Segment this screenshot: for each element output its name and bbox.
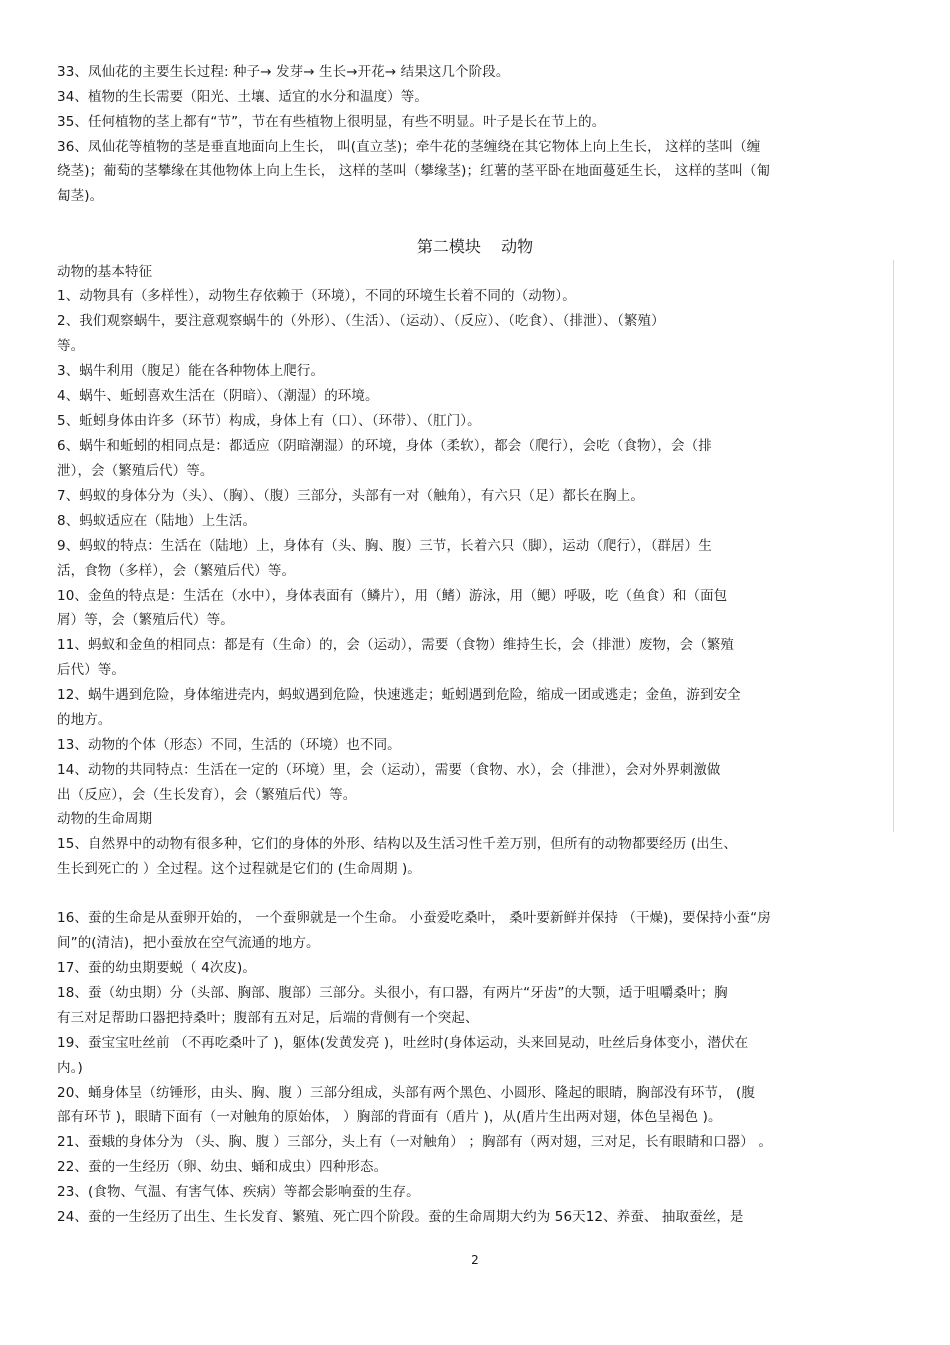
item-20-line-2: 部有环节 )，眼睛下面有（一对触角的原始体， ）胸部的背面有（盾片 )，从(盾片生出两对翅，体色呈褐色 )。: [57, 1109, 722, 1125]
item-8: 8、蚂蚁适应在（陆地）上生活。: [57, 513, 257, 529]
item-36-line-2: 绕茎)；葡萄的茎攀缘在其他物体上向上生长， 这样的茎叫（攀缘茎)；红薯的茎平卧在地面蔓延生长， 这样的茎叫（匍: [57, 163, 771, 179]
item-34: 34、植物的生长需要（阳光、土壤、适宜的水分和温度）等。: [57, 89, 428, 105]
item-5: 5、蚯蚓身体由许多（环节）构成，身体上有（口）、（环带）、（肛门）。: [57, 413, 481, 429]
section-heading-basic-features: 动物的基本特征: [57, 264, 153, 280]
item-23: 23、(食物、气温、有害气体、疾病）等都会影响蚕的生存。: [57, 1184, 420, 1200]
item-19-line-1: 19、蚕宝宝吐丝前 （不再吃桑叶了 )，躯体(发黄发亮 )，吐丝时(身体运动，头来回晃动，吐丝后身体变小，潜伏在: [57, 1035, 749, 1051]
item-7: 7、蚂蚁的身体分为（头）、（胸）、（腹）三部分，头部有一对（触角），有六只（足）都长在胸上。: [57, 488, 644, 504]
item-6-line-2: 泄），会（繁殖后代）等。: [57, 463, 214, 479]
item-24: 24、蚕的一生经历了出生、生长发育、繁殖、死亡四个阶段。蚕的生命周期大约为 56天12、养蚕、 抽取蚕丝，是: [57, 1209, 744, 1225]
item-22: 22、蚕的一生经历（卵、幼虫、蛹和成虫）四种形态。: [57, 1159, 388, 1175]
item-11-line-1: 11、蚂蚁和金鱼的相同点：都是有（生命）的，会（运动），需要（食物）维持生长，会（排泄）废物，会（繁殖: [57, 637, 735, 653]
item-20-line-1: 20、蛹身体呈（纺锤形，由头、胸、腹 ）三部分组成，头部有两个黑色、小圆形、隆起的眼睛，胸部没有环节， (腹: [57, 1085, 755, 1101]
item-9-line-2: 活，食物（多样），会（繁殖后代）等。: [57, 563, 296, 579]
item-18-line-1: 18、蚕（幼虫期）分（头部、胸部、腹部）三部分。头很小，有口器，有两片“牙齿”的大颚，适于咀嚼桑叶；胸: [57, 985, 728, 1001]
item-15-line-2: 生长到死亡的 ）全过程。这个过程就是它们的 (生命周期 )。: [57, 861, 421, 877]
item-10-line-1: 10、金鱼的特点是：生活在（水中），身体表面有（鳞片），用（鳍）游泳，用（鳃）呼吸，吃（鱼食）和（面包: [57, 588, 728, 604]
item-16-line-1: 16、蚕的生命是从蚕卵开始的， 一个蚕卵就是一个生命。 小蚕爱吃桑叶， 桑叶要新鲜并保持 （干燥)，要保持小蚕“房: [57, 910, 771, 926]
module-title: 第二模块 动物: [416, 237, 534, 256]
item-10-line-2: 屑）等，会（繁殖后代）等。: [57, 612, 234, 628]
item-36-line-1: 36、凤仙花等植物的茎是垂直地面向上生长， 叫(直立茎)；牵牛花的茎缠绕在其它物体上向上生长， 这样的茎叫（缠: [57, 139, 761, 155]
item-12-line-1: 12、蜗牛遇到危险，身体缩进壳内，蚂蚁遇到危险，快速逃走；蚯蚓遇到危险，缩成一团或逃走；金鱼，游到安全: [57, 687, 741, 703]
item-6-line-1: 6、蜗牛和蚯蚓的相同点是：都适应（阴暗潮湿）的环境，身体（柔软），都会（爬行），会吃（食物），会（排: [57, 438, 712, 454]
item-21: 21、蚕蛾的身体分为 （头、胸、腹 ）三部分，头上有（一对触角） ；胸部有（两对翅，三对足，长有眼睛和口器） 。: [57, 1134, 772, 1150]
item-36-line-3: 匐茎)。: [57, 188, 104, 204]
item-13: 13、动物的个体（形态）不同，生活的（环境）也不同。: [57, 737, 401, 753]
item-14-line-2: 出（反应），会（生长发育），会（繁殖后代）等。: [57, 787, 357, 803]
item-1: 1、动物具有（多样性），动物生存依赖于（环境），不同的环境生长着不同的（动物）。: [57, 288, 576, 304]
item-17: 17、蚕的幼虫期要蜕（ 4次皮)。: [57, 960, 257, 976]
section-heading-life-cycle: 动物的生命周期: [57, 811, 153, 827]
item-4: 4、蜗牛、蚯蚓喜欢生活在（阴暗）、（潮湿）的环境。: [57, 388, 379, 404]
item-33: 33、凤仙花的主要生长过程: 种子→ 发芽→ 生长→开花→ 结果这几个阶段。: [57, 64, 510, 80]
item-11-line-2: 后代）等。: [57, 662, 125, 678]
item-2-line-1: 2、我们观察蜗牛，要注意观察蜗牛的（外形）、（生活）、（运动）、（反应）、（吃食）、（排泄）、（繁殖）: [57, 313, 665, 329]
item-9-line-1: 9、蚂蚁的特点：生活在（陆地）上，身体有（头、胸、腹）三节，长着六只（脚），运动（爬行），（群居）生: [57, 538, 712, 554]
item-2-line-2: 等。: [57, 338, 85, 354]
item-14-line-1: 14、动物的共同特点：生活在一定的（环境）里，会（运动），需要（食物、水），会（排泄），会对外界刺激做: [57, 762, 721, 778]
item-15-line-1: 15、自然界中的动物有很多种，它们的身体的外形、结构以及生活习性千差万别，但所有的动物都要经历 (出生、: [57, 836, 737, 852]
item-19-line-2: 内。): [57, 1060, 83, 1076]
item-35: 35、任何植物的茎上都有“节”，节在有些植物上很明显，有些不明显。叶子是长在节上的。: [57, 114, 606, 130]
item-3: 3、蜗牛利用（腹足）能在各种物体上爬行。: [57, 363, 325, 379]
item-12-line-2: 的地方。: [57, 712, 112, 728]
item-16-line-2: 间”的(清洁)，把小蚕放在空气流通的地方。: [57, 935, 320, 951]
item-18-line-2: 有三对足帮助口器把持桑叶；腹部有五对足，后端的背侧有一个突起、: [57, 1010, 479, 1026]
page-number: 2: [471, 1253, 479, 1267]
